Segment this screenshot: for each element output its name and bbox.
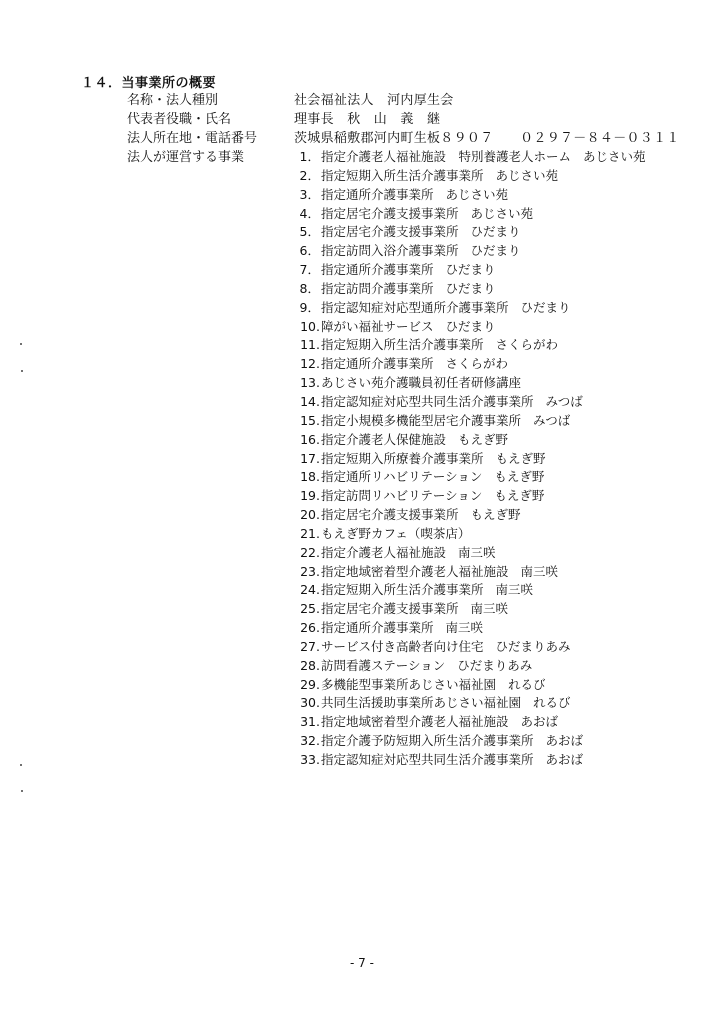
business-list-item [290, 676, 646, 695]
business-number: 28. [300, 657, 320, 673]
section-title: １４．当事業所の概要 [81, 76, 217, 91]
business-name: サービス付き高齢者向け住宅 [321, 638, 484, 654]
business-facility: みつば [533, 412, 571, 428]
business-number: 16. [300, 431, 320, 447]
business-list-item [290, 506, 646, 525]
scan-speck [21, 790, 23, 792]
business-facility: みつば [545, 393, 583, 409]
business-label: 法人が運営する事業 [127, 150, 245, 165]
business-name: もえぎ野カフェ（喫茶店） [321, 525, 471, 541]
business-facility: ひだまり [445, 280, 496, 296]
business-number: 23. [300, 563, 320, 579]
business-number: 31. [300, 714, 320, 730]
business-name: 指定介護老人福祉施設 特別養護老人ホーム [321, 149, 572, 164]
business-list-item [290, 450, 646, 469]
business-name: 指定通所介護事業所 [321, 262, 434, 278]
business-name: 指定認知症対応型共同生活介護事業所 [321, 752, 534, 767]
business-facility: もえぎ野 [494, 488, 545, 504]
business-list-item [290, 751, 646, 770]
business-list-item [290, 487, 646, 506]
business-facility: もえぎ野 [470, 507, 521, 523]
business-facility: あじさい苑 [495, 167, 559, 183]
business-number: 22. [300, 544, 320, 560]
business-facility: 南三咲 [445, 620, 484, 636]
business-list-item [290, 694, 646, 713]
business-name: 指定介護老人保健施設 [321, 431, 447, 447]
business-list-item [290, 638, 646, 657]
business-name: 指定短期入所療養介護事業所 [321, 450, 484, 466]
address-value: 茨城県稲敷郡河内町生板８９０７ ０２９７－８４－０３１１ [294, 131, 680, 146]
representative-value: 理事長 秋 山 義 継 [294, 112, 441, 127]
business-facility: もえぎ野 [494, 469, 545, 485]
business-list-item [290, 280, 646, 299]
business-name: 障がい福祉サービス [321, 318, 434, 334]
business-facility: あじさい苑 [445, 186, 509, 202]
business-name: 指定小規模多機能型居宅介護事業所 [321, 412, 522, 428]
business-list-item [290, 186, 646, 205]
business-facility: 南三咲 [470, 601, 509, 617]
business-facility: ひだまり [445, 318, 496, 334]
business-name: 共同生活援助事業所あじさい福祉園 [321, 695, 522, 711]
business-name: 指定訪問リハビリテーション [321, 488, 483, 504]
business-list-item [290, 261, 646, 280]
business-number: 20. [300, 507, 320, 523]
business-name: 指定居宅介護支援事業所 [321, 601, 459, 617]
business-number: 17. [300, 450, 320, 466]
business-facility: ひだまりあみ [457, 657, 533, 673]
business-number: 2． [299, 167, 320, 183]
business-list-item [290, 657, 646, 676]
address-label: 法人所在地・電話番号 [127, 131, 258, 146]
business-facility: れるび [533, 695, 571, 711]
business-list-item [290, 393, 646, 412]
business-number: 29. [300, 676, 320, 692]
business-number: 7． [299, 262, 320, 278]
business-name: 指定短期入所生活介護事業所 [321, 582, 484, 598]
business-name: 指定認知症対応型共同生活介護事業所 [321, 393, 534, 409]
business-list-item [290, 318, 646, 337]
business-name: 指定居宅介護支援事業所 [321, 205, 459, 221]
business-name: あじさい苑介護職員初任者研修講座 [321, 375, 522, 391]
business-number: 26. [300, 620, 320, 636]
business-list-item [290, 563, 646, 582]
business-number: 3． [299, 186, 320, 202]
representative-label: 代表者役職・氏名 [127, 112, 232, 127]
business-name: 指定介護老人福祉施設 [321, 544, 447, 560]
business-list-item [290, 732, 646, 751]
business-facility: ひだまり [470, 243, 521, 259]
business-number: 12. [300, 356, 320, 372]
business-number: 1． [299, 149, 320, 164]
business-list-item [290, 525, 646, 544]
business-list-item [290, 355, 646, 374]
business-facility: あおば [520, 714, 559, 730]
business-list-item [290, 205, 646, 224]
business-list-item [290, 431, 646, 450]
business-facility: もえぎ野 [458, 431, 509, 447]
business-name: 指定地域密着型介護老人福祉施設 [321, 714, 509, 730]
business-number: 11. [300, 337, 320, 353]
business-name: 指定通所リハビリテーション [321, 469, 483, 485]
scan-speck [20, 343, 22, 345]
business-list-item [290, 299, 646, 318]
business-list [290, 148, 646, 770]
business-facility: 南三咲 [520, 563, 559, 579]
business-facility: あじさい苑 [470, 205, 534, 221]
business-name: 指定訪問介護事業所 [321, 280, 434, 296]
business-number: 19. [300, 488, 320, 504]
scan-speck [21, 370, 23, 372]
business-list-item [290, 713, 646, 732]
business-number: 14. [300, 393, 320, 409]
business-facility: ひだまり [470, 224, 521, 240]
business-facility: ひだまり [520, 299, 571, 315]
business-number: 30. [300, 695, 320, 711]
business-number: 32. [300, 733, 320, 749]
business-name: 多機能型事業所あじさい福祉園 [321, 676, 497, 692]
business-facility: あおば [545, 752, 584, 767]
business-facility: 南三咲 [458, 544, 496, 560]
business-number: 6． [299, 243, 320, 259]
business-name: 指定認知症対応型通所介護事業所 [321, 299, 509, 315]
business-name: 指定居宅介護支援事業所 [321, 507, 459, 523]
business-list-item [290, 412, 646, 431]
business-number: 24. [300, 582, 320, 598]
business-number: 33. [300, 752, 320, 767]
business-number: 25. [300, 601, 320, 617]
business-name: 訪問看護ステーション [321, 657, 446, 673]
business-name: 指定居宅介護支援事業所 [321, 224, 459, 240]
business-name: 指定短期入所生活介護事業所 [321, 337, 484, 353]
business-name: 指定通所介護事業所 [321, 620, 434, 636]
business-list-item [290, 167, 646, 186]
business-list-item [290, 600, 646, 619]
business-name: 指定短期入所生活介護事業所 [321, 167, 484, 183]
business-number: 21. [300, 525, 320, 541]
business-name: 指定介護予防短期入所生活介護事業所 [321, 733, 534, 749]
business-facility: れるび [508, 676, 546, 692]
business-name: 指定地域密着型介護老人福祉施設 [321, 563, 509, 579]
business-number: 18. [300, 469, 320, 485]
business-list-item [290, 242, 646, 261]
business-facility: ひだまりあみ [495, 638, 571, 654]
name-label: 名称・法人種別 [127, 93, 219, 108]
page-number: - 7 - [350, 956, 374, 970]
business-name: 指定通所介護事業所 [321, 356, 434, 372]
business-facility: さくらがわ [445, 356, 509, 372]
business-facility: 南三咲 [495, 582, 534, 598]
business-facility: もえぎ野 [495, 450, 546, 466]
business-list-item [290, 619, 646, 638]
business-facility: あおば [545, 733, 584, 749]
business-list-item [290, 374, 646, 393]
business-number: 27. [300, 638, 320, 654]
business-facility: あじさい苑 [583, 149, 646, 164]
business-list-item [290, 544, 646, 563]
business-facility: ひだまり [445, 262, 496, 278]
business-number: 5． [299, 224, 320, 240]
business-number: 9． [299, 299, 320, 315]
business-name: 指定訪問入浴介護事業所 [321, 243, 459, 259]
business-list-item [290, 223, 646, 242]
business-list-item [290, 336, 646, 355]
business-number: 8． [299, 280, 320, 296]
business-number: 15. [300, 412, 320, 428]
scan-speck [20, 764, 22, 766]
business-number: 4． [299, 205, 320, 221]
name-value: 社会福祉法人 河内厚生会 [294, 93, 454, 108]
business-name: 指定通所介護事業所 [321, 186, 434, 202]
business-list-item [290, 148, 646, 167]
business-list-item [290, 581, 646, 600]
business-number: 13. [300, 375, 320, 391]
business-facility: さくらがわ [495, 337, 559, 353]
business-number: 10. [300, 318, 320, 334]
business-list-item [290, 468, 646, 487]
